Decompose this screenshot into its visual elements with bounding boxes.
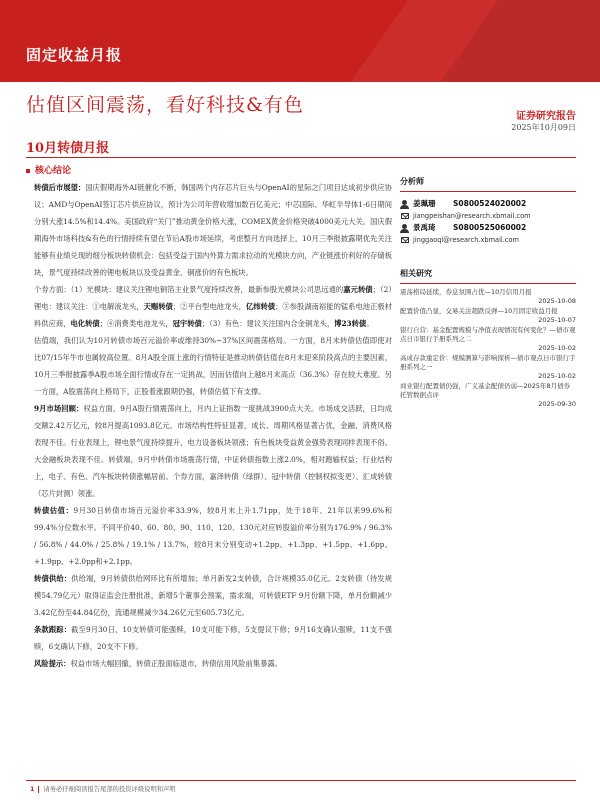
core-heading-text: 核心结论 — [35, 166, 72, 176]
paragraph-label: 9月市场回顾： — [34, 404, 84, 413]
analyst-email[interactable] — [400, 210, 576, 222]
footer — [30, 784, 176, 793]
bond-name: 亿纬转债 — [245, 302, 276, 311]
related-title: 高成存款重定价：规模测算与影响探析—债市观点日市银行手册系列之一 — [400, 354, 576, 371]
analyst-row — [400, 222, 576, 234]
paragraph-supply — [34, 570, 392, 621]
footer-divider — [26, 780, 576, 781]
paragraph-outlook — [34, 179, 392, 281]
paragraph-label: 转债后市展望： — [34, 183, 86, 192]
page-subtitle: 10月转债月报 — [26, 141, 110, 156]
title-divider — [26, 157, 576, 158]
paragraph-valuation — [34, 502, 392, 570]
paragraph-label: 条款跟踪： — [34, 625, 72, 634]
page-title: 估值区间震荡，看好科技&有色 — [26, 94, 304, 116]
report-type: 证券研究报告 — [516, 111, 576, 122]
analyst-row — [400, 198, 576, 210]
related-item[interactable] — [400, 326, 576, 353]
paragraph-text: 权益市场大幅回撤，转债正股面临退市，转债信用风险前集暴露。 — [70, 659, 283, 668]
mail-icon — [401, 237, 409, 243]
text-run: ；②平台型电池龙头， — [172, 302, 246, 311]
paragraph-label: 转债供给： — [34, 574, 72, 583]
spacer — [400, 246, 576, 268]
analyst-block — [400, 198, 576, 246]
paragraph-label: 风险提示： — [34, 659, 71, 668]
bond-name: 电化转债 — [70, 319, 100, 328]
text-run: ；④消费类电池龙头， — [99, 319, 173, 328]
related-item[interactable] — [400, 354, 576, 381]
analyst-cert: S0800524020002 — [453, 199, 527, 208]
footer-separator — [38, 786, 39, 793]
paragraph-risk — [34, 655, 392, 672]
bullet-icon — [26, 169, 30, 173]
bond-name: 冠宇转债 — [172, 319, 202, 328]
analyst-name: 姜珮珊 — [413, 199, 436, 208]
email-text: jiangpeishan@research.xbmail.com — [413, 212, 531, 220]
main-body — [34, 179, 392, 672]
related-item[interactable] — [400, 288, 576, 306]
person-icon — [400, 200, 409, 209]
bond-name: 天赐转债 — [143, 302, 173, 311]
footer-disclaimer: 请务必仔细阅读报告尾部的投资评级说明和声明 — [43, 786, 176, 793]
related-date: 2025-10-02 — [538, 372, 576, 380]
related-date: 2025-10-02 — [538, 344, 576, 352]
related-item[interactable] — [400, 307, 576, 325]
paragraph-text: 供给端，9月转债供给网环比有所增加；单月新发2支转债，合计规模35.0亿元。2支转债（待发规模54.79亿元）取得证监会注册批准，新增5个董事会预案，需求端，可转债ETF 9月份额下降，单月份额减少3.42亿份至44.84亿份，流通规模减少34.26亿元至605.73亿元。 — [34, 574, 393, 617]
related-title: 银行自营：基金配置规模与净值表现情况有何变化？—债市观点日市银行手册系列之二 — [400, 326, 576, 343]
analyst-heading: 分析师 — [400, 176, 576, 192]
text-run: ；（3）有色：建议关注国内合金铜龙头， — [201, 319, 335, 328]
page-number: 1 — [30, 786, 35, 793]
bond-name: 博23转债 — [334, 319, 367, 328]
related-date: 2025-09-30 — [538, 400, 576, 408]
related-list — [400, 288, 576, 409]
paragraph-text: 9月30日转债市场百元溢价率33.9%，较8月末上升1.71pp，处于18年、21年以来99.6%和99.4%分位数水平。不同平价40、60、80、90、110、120、130元对应转股溢价率分别为176.9% / 96.3% / 56.8% / 44.0% / 25.8% / 19.1% / 13.7%，较8月末分别变动+1.2pp、+1.3pp、+1.5pp、+1.6pp、+1.9pp、+2.0pp和+2.1pp。 — [34, 506, 393, 566]
paragraph-text: 权益方面，9月A股行情震荡向上，月内上证指数一度挑战3900点大关。市场成交活跃，日均成交额2.42万亿元，较8月提高1093.8亿元。市场结构性特征显著，成长、周期风格显著占优，金融、消费风格表现不佳。行业表现上，锂电景气度持续提升，电力设备板块领涨；有色板块受益黄金强势表现同样表现不俗。大金融板块表现不佳。转债端，9月中转债市场震荡行情，中证转债指数上涨2.0%，相对跑输权益；行业结构上，电子、有色、汽车板块转债涨幅居前。个券方面，嘉泽转债（绿群）、冠中转债（控制权拟变更）、汇成转债（芯片封测）领涨。 — [34, 404, 393, 498]
paragraph-clauses — [34, 621, 392, 655]
related-item[interactable] — [400, 382, 576, 409]
related-title: 商业银行配置债仍强，广义基金配债仍弱—2025年8月债券托管数据点评 — [400, 382, 571, 399]
email-text: jinggaoqi@research.xbmail.com — [413, 236, 519, 244]
report-date: 2025年10月09日 — [511, 123, 576, 132]
related-heading: 相关研究 — [400, 268, 576, 284]
core-conclusion-heading — [26, 163, 71, 176]
paragraph-label: 转债估值： — [34, 506, 74, 515]
paragraph-picks — [34, 281, 392, 332]
related-date: 2025-10-08 — [538, 297, 576, 305]
text-run: 个券方面：（1）光模块：建议关注锂电铜箔主业景气度持续改善，最新参股光模块公司思远通的 — [34, 285, 344, 294]
paragraph-valuation-outlook: 估值端，我们认为10月转债市场百元溢价率或维持30%~37%区间震荡格局。一方面，8月末转债估值即使对比07/15年牛市也属较高位置。8月A股全面上涨的行情特征是推动转债估值在8月末迎来阶段高点的主要因素，10月三季报披露季A股市场全面行情或存在一定挑战，因而估值向上越8月末高点（36.3%）存在较大难度。另一方面，A股震荡向上格局下，正股着涨跟期仍强，转债估值下有支撑。 — [34, 336, 392, 396]
analyst-email[interactable] — [400, 234, 576, 246]
person-icon — [400, 224, 409, 233]
bond-name: 嘉元转债 — [343, 285, 373, 294]
text-run: ；（2）锂电：建议关注：①电解液龙头， — [34, 285, 393, 311]
paragraph-market-review — [34, 400, 392, 502]
text-run: ；③参股湖南裕能的锰系电池正极材料供应商， — [34, 302, 393, 328]
analyst-name: 景禹琦 — [413, 223, 436, 232]
text-run: 。 — [366, 319, 374, 328]
related-title: 配置价值凸显，交易关注超跌反弹—10月固定收益月报 — [400, 307, 558, 315]
header-banner — [0, 0, 600, 82]
paragraph-text: 截至9月30日，10支转债可能强赎，10支可能下修，5支提议下修；9月16支确认强赎，11支不强赎，6支确认下修，20支不下修。 — [34, 625, 393, 651]
mail-icon — [401, 213, 409, 219]
analyst-cert: S0800525060002 — [453, 223, 527, 232]
related-title: 震荡格局延续，券息氛围占优—10月信用月报 — [400, 288, 532, 296]
related-date: 2025-10-07 — [538, 316, 576, 324]
report-category: 固定收益月报 — [26, 46, 123, 64]
paragraph-text: 国庆假期海外AI链催化不断，韩国两个内存芯片巨头与OpenAI的星际之门项目达成初步供应协议；AMD与OpenAI签订芯片供应协议，预计为公司年营收增加数百亿美元；中芯国际、华虹半导体1-6日期间分别大涨14.5%和14.4%。美国政府“关门”推动黄金价格大涨，COMEX黄金价格突破4000美元大关。国庆假期海外市场科技&有色的行情持续有望在节后A股市场延续，考虑整月方向选择上，10月三季报披露期优先关注能够有业绩兑现的细分板块转债机会：包括受益于国内外算力需求拉动的光模块方向，产业链涨价利好的存储板块，景气度持续改善的锂电板块以及受益黄金、铜涨价的有色板块。 — [34, 183, 392, 277]
sidebar — [400, 176, 576, 410]
